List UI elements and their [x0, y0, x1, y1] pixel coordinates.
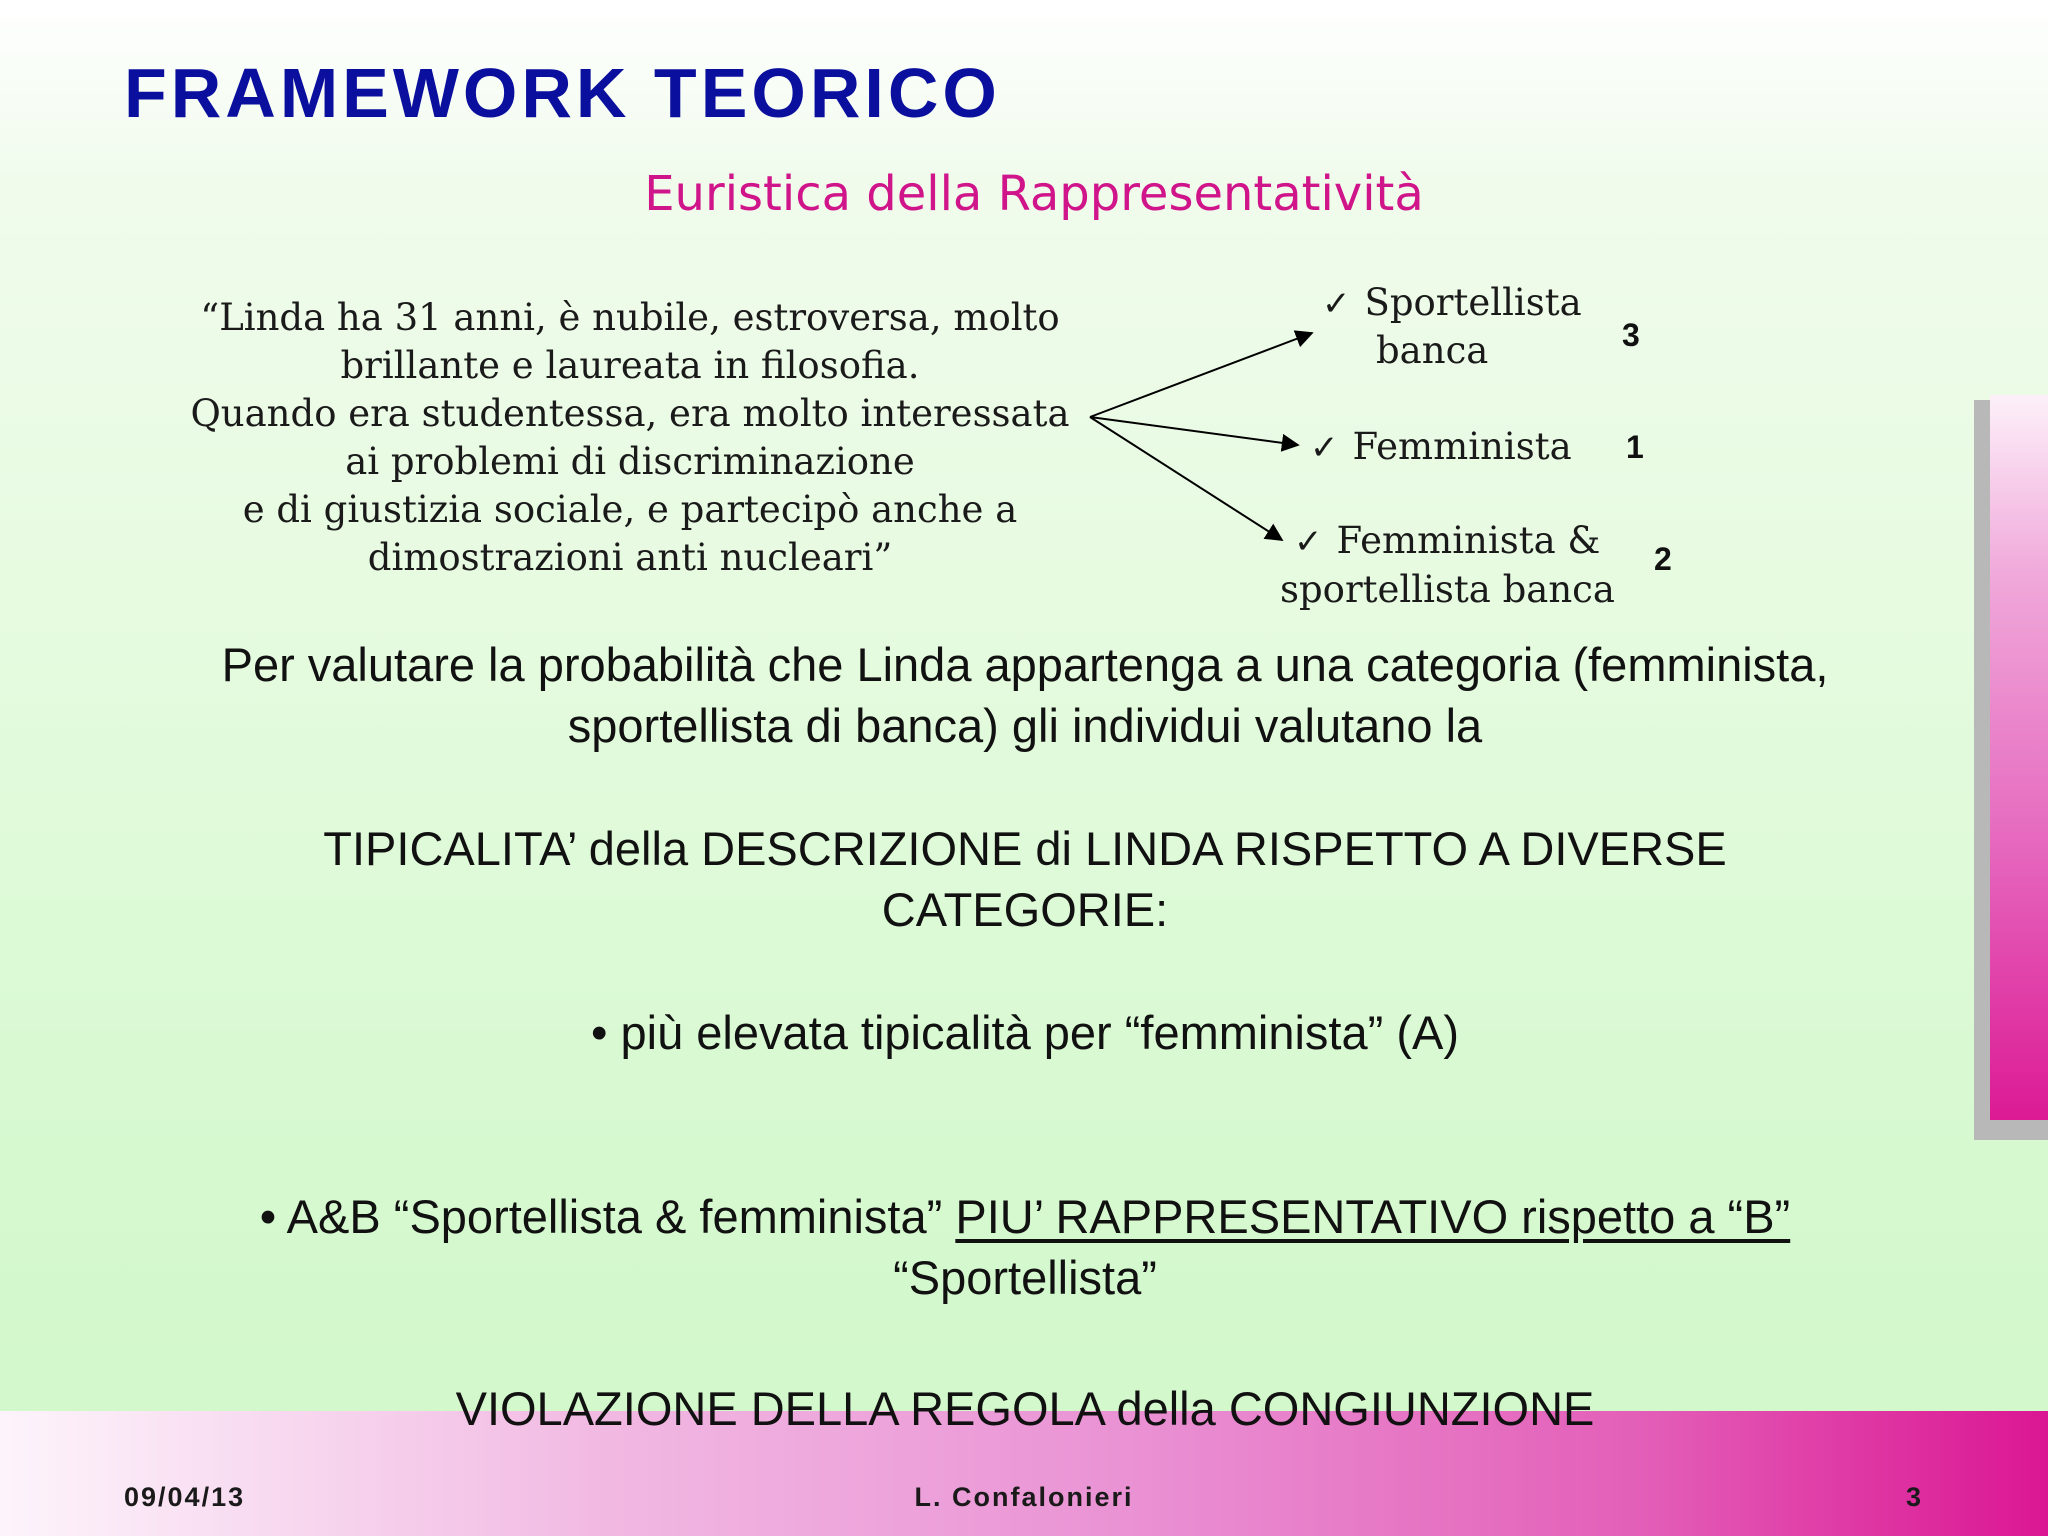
option-femminista-sportellista — [1294, 517, 1600, 566]
option-label: banca — [1376, 329, 1489, 372]
bullet-text-line2: “Sportellista” — [893, 1251, 1157, 1304]
option-sportellista-banca — [1322, 279, 1582, 328]
slide-title: FRAMEWORK TEORICO — [124, 54, 1001, 132]
option-label: Femminista & — [1336, 519, 1601, 562]
rank-femminista-sportellista: 2 — [1654, 541, 1672, 577]
explanation-paragraph — [100, 634, 1950, 756]
quote-line: ai problemi di discriminazione — [345, 440, 915, 483]
arrow-to-option-1 — [1090, 333, 1312, 417]
quote-line: brillante e laureata in filosofia. — [340, 344, 920, 387]
footer-date: 09/04/13 — [124, 1482, 246, 1512]
arrow-to-option-2 — [1090, 417, 1298, 445]
option-femminista — [1310, 423, 1572, 472]
typicality-line: CATEGORIE: — [881, 883, 1169, 936]
bullet-conjunction — [100, 1186, 1950, 1308]
footer-author — [0, 1482, 2048, 1513]
linda-description — [150, 294, 1110, 582]
conclusion — [100, 1378, 1950, 1439]
option-sportellista-banca-line2 — [1376, 327, 1488, 375]
bullet-text: • A&B “Sportellista & femminista” — [259, 1190, 956, 1243]
option-femminista-sportellista-line2 — [1280, 566, 1615, 614]
typicality-heading — [100, 818, 1950, 940]
bullet-femminista — [100, 1002, 1950, 1063]
explanation-line: sportellista di banca) gli individui valutano la — [567, 699, 1483, 752]
arrow-to-option-3 — [1090, 417, 1282, 540]
bullet-underlined-text: PIU’ RAPPRESENTATIVO rispetto a “B” — [955, 1190, 1791, 1243]
quote-line: dimostrazioni anti nucleari” — [367, 536, 893, 579]
quote-line: e di giustizia sociale, e partecipò anche a — [242, 488, 1018, 531]
rank-femminista: 1 — [1626, 429, 1644, 465]
checkmark-icon: ✓ — [1322, 284, 1351, 324]
slide-subtitle — [0, 166, 2048, 222]
rank-sportellista-banca: 3 — [1622, 317, 1640, 353]
explanation-line: Per valutare la probabilità che Linda appartenga a una categoria (femminista, — [221, 638, 1829, 691]
checkmark-icon: ✓ — [1294, 522, 1323, 562]
side-accent-bar — [1990, 395, 2048, 1120]
subtitle-text: Euristica della Rappresentatività — [644, 166, 1424, 222]
bullet-text: • più elevata tipicalità per “femminista” (A) — [591, 1006, 1459, 1059]
conclusion-text: VIOLAZIONE DELLA REGOLA della CONGIUNZIONE — [455, 1382, 1595, 1435]
quote-line: Quando era studentessa, era molto interessata — [190, 392, 1070, 435]
footer-author-text: L. Confalonieri — [914, 1482, 1134, 1512]
option-label: Femminista — [1352, 425, 1572, 468]
checkmark-icon: ✓ — [1310, 428, 1339, 468]
footer-page-number: 3 — [1906, 1482, 1924, 1512]
quote-line: “Linda ha 31 anni, è nubile, estroversa, molto — [200, 296, 1060, 339]
option-label: Sportellista — [1364, 281, 1582, 324]
typicality-line: TIPICALITA’ della DESCRIZIONE di LINDA RISPETTO A DIVERSE — [323, 822, 1727, 875]
option-label: sportellista banca — [1280, 568, 1615, 611]
